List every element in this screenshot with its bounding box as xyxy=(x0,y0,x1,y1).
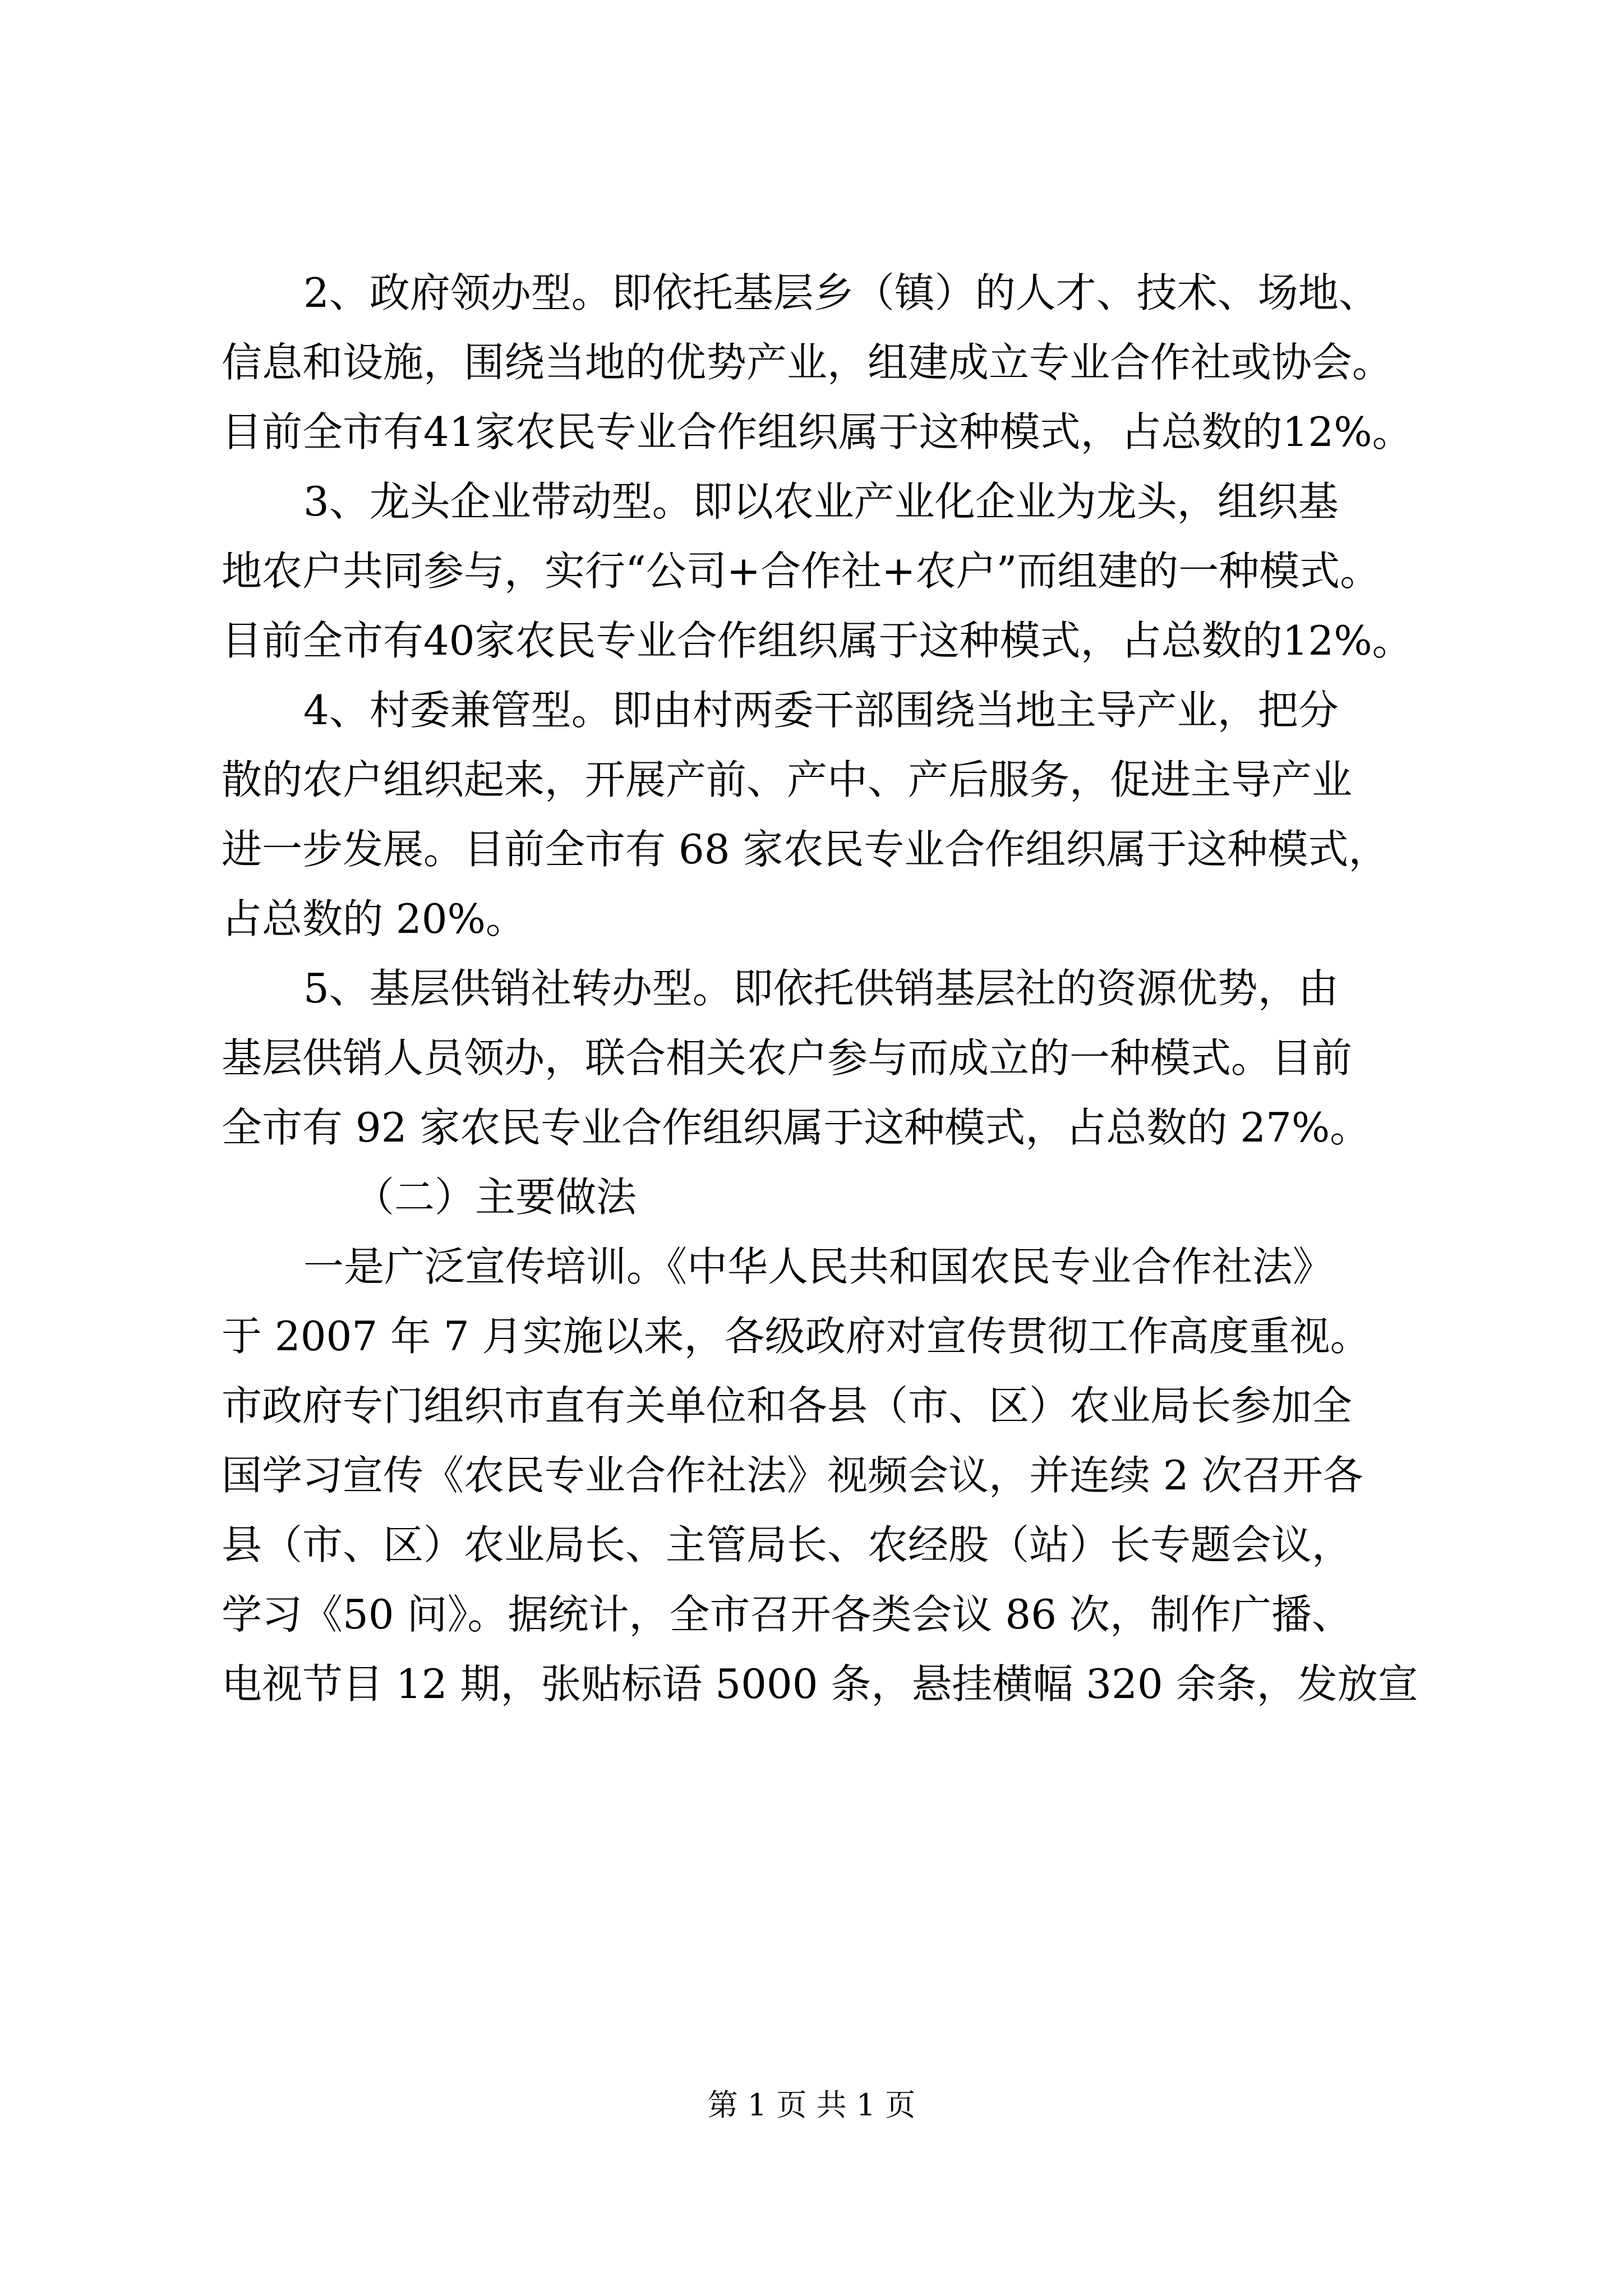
document-body xyxy=(222,258,1455,1719)
paragraph-line: 学习《50 问》。据统计，全市召开各类会议 86 次，制作广播、 xyxy=(222,1591,1352,1638)
paragraph-line: 4、村委兼管型。即由村两委干部围绕当地主导产业，把分 xyxy=(303,687,1339,734)
paragraph-line: 进一步发展。目前全市有 68 家农民专业合作组织属于这种模式， xyxy=(222,826,1389,873)
section-heading: （二）主要做法 xyxy=(354,1174,637,1221)
paragraph-line: 占总数的 20%。 xyxy=(222,895,526,942)
paragraph-line: 目前全市有40家农民专业合作组织属于这种模式，占总数的12%。 xyxy=(222,617,1413,664)
paragraph-line: 一是广泛宣传培训。《中华人民共和国农民专业合作社法》 xyxy=(303,1243,1334,1290)
paragraph-line: 全市有 92 家农民专业合作组织属于这种模式，占总数的 27%。 xyxy=(222,1104,1371,1151)
page-footer: 第 1 页 共 1 页 xyxy=(707,2087,916,2123)
paragraph-line: 目前全市有41家农民专业合作组织属于这种模式，占总数的12%。 xyxy=(222,408,1413,455)
paragraph-line: 信息和设施，围绕当地的优势产业，组建成立专业合作社或协会。 xyxy=(222,339,1393,386)
paragraph-line: 基层供销人员领办，联合相关农户参与而成立的一种模式。目前 xyxy=(222,1034,1353,1082)
paragraph-line: 电视节目 12 期，张贴标语 5000 条，悬挂横幅 320 余条，发放宣 xyxy=(222,1660,1418,1708)
paragraph-line: 5、基层供销社转办型。即依托供销基层社的资源优势，由 xyxy=(303,965,1339,1012)
paragraph-line: 散的农户组织起来，开展产前、产中、产后服务，促进主导产业 xyxy=(222,756,1353,803)
paragraph-line: 市政府专门组织市直有关单位和各县（市、区）农业局长参加全 xyxy=(222,1382,1353,1429)
paragraph-line: 地农户共同参与，实行“公司+合作社+农户”而组建的一种模式。 xyxy=(222,547,1381,595)
paragraph-line: 县（市、区）农业局长、主管局长、农经股（站）长专题会议， xyxy=(222,1521,1353,1568)
paragraph-line: 2、政府领办型。即依托基层乡（镇）的人才、技术、场地、 xyxy=(303,269,1379,316)
paragraph-line: 于 2007 年 7 月实施以来，各级政府对宣传贯彻工作高度重视。 xyxy=(222,1313,1371,1360)
paragraph-line: 3、龙头企业带动型。即以农业产业化企业为龙头，组织基 xyxy=(303,478,1339,525)
paragraph-line: 国学习宣传《农民专业合作社法》视频会议，并连续 2 次召开各 xyxy=(222,1452,1363,1499)
